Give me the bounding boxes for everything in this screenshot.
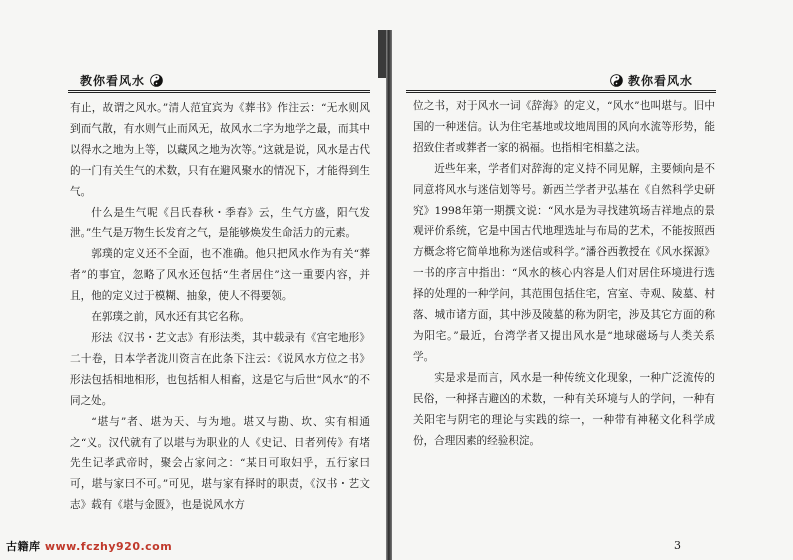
paragraph: 有止，故谓之风水。”清人范宜宾为《葬书》作注云：“无水则风到而气散，有水则气止而风无，故风水二字为地学之最，而其中以得水之地为上等，以藏风之地为次等。”这就是说，风水是古代的一门有关生气的术数，只有在避风聚水的情况下，才能得到生气。 — [70, 102, 370, 198]
watermark — [6, 538, 172, 554]
paragraph: 实是求是而言，风水是一种传统文化现象，一种广泛流传的民俗，一种择吉避凶的术数，一种有关环境与人的学问，一种有关阳宅与阴宅的理论与实践的综一，一种带有神秘文化科学成份，合理因素的经验积淀。 — [413, 371, 715, 447]
right-body-text — [413, 96, 715, 451]
watermark-label: 古籍库 — [6, 540, 41, 553]
page-header-right — [610, 72, 693, 89]
yin-yang-icon — [610, 74, 623, 87]
page-number: 3 — [674, 539, 681, 552]
paragraph: “堪与”者、堪为天、与为地。堪又与勘、坎、实有相通之“义。汉代就有了以堪与为职业的人《史记、日者列传》有堵先生记孝武帝时，聚会占家问之：“某日可取妇乎，五行家曰可，堪与家曰不可。”可见，堪与家有择时的职责，《汉书・艺文志》载有《堪与金匮》，也是说风水方 — [70, 415, 370, 512]
page-header-left — [80, 72, 163, 89]
right-page — [398, 0, 793, 560]
book-gutter — [386, 30, 392, 560]
header-rule — [406, 90, 716, 93]
paragraph: 什么是生气呢《吕氏春秋・季春》云，生气方盛，阳气发泄。”生气是万物生长发育之气，是能够焕发生命活力的元素。 — [70, 206, 370, 240]
paragraph: 在郭璞之前，风水还有其它名称。 — [91, 311, 251, 324]
left-page — [0, 0, 388, 560]
header-title: 教你看风水 — [627, 74, 693, 88]
paragraph: 郭璞的定义还不全面，也不准确。他只把风水作为有关“葬者”的事宜，忽略了风水还包括“生者居住”这一重要内容，并且，他的定义过于模糊、抽象，使人不得要领。 — [70, 248, 370, 303]
paragraph: 形法《汉书・艺文志》有形法类，其中载录有《宫宅地形》二十卷，日本学者泷川资言在此条下注云：《说风水方位之书》形法包括相地相形，也包括相人相畜，这是它与后世“风水”的不同之处。 — [70, 331, 370, 407]
left-body-text — [70, 98, 370, 516]
paragraph: 位之书，对于风水一词《辞海》的定义，“风水”也叫堪与。旧中国的一种迷信。认为住宅基地或坟地周围的风向水流等形势，能招致住者或葬者一家的祸福。也指相宅相墓之法。 — [413, 100, 715, 154]
paragraph: 近些年来，学者们对辞海的定义持不同见解，主要倾向是不同意将风水与迷信划等号。新西兰学者尹弘基在《自然科学史研究》1998年第一期撰文说：“风水是为寻找建筑场吉祥地点的景观评价系统，它是中国古代地理选址与布局的艺术，不能按照西方概念将它简单地称为迷信或科学。”潘谷西教授在《风水探源》一书的序言中指出：“风水的核心内容是人们对居住环境进行选择的处理的一种学问，其范围包括住宅，宫室、寺观、陵墓、村落、城市诸方面，其中涉及陵墓的称为阴宅，涉及其它方面的称为阳宅。”最近，台湾学者又提出风水是“地球磁场与人类关系学。 — [413, 162, 715, 363]
header-title: 教你看风水 — [80, 74, 146, 88]
watermark-url: www.fczhy920.com — [44, 540, 173, 553]
header-rule — [68, 90, 370, 93]
yin-yang-icon — [150, 74, 163, 87]
